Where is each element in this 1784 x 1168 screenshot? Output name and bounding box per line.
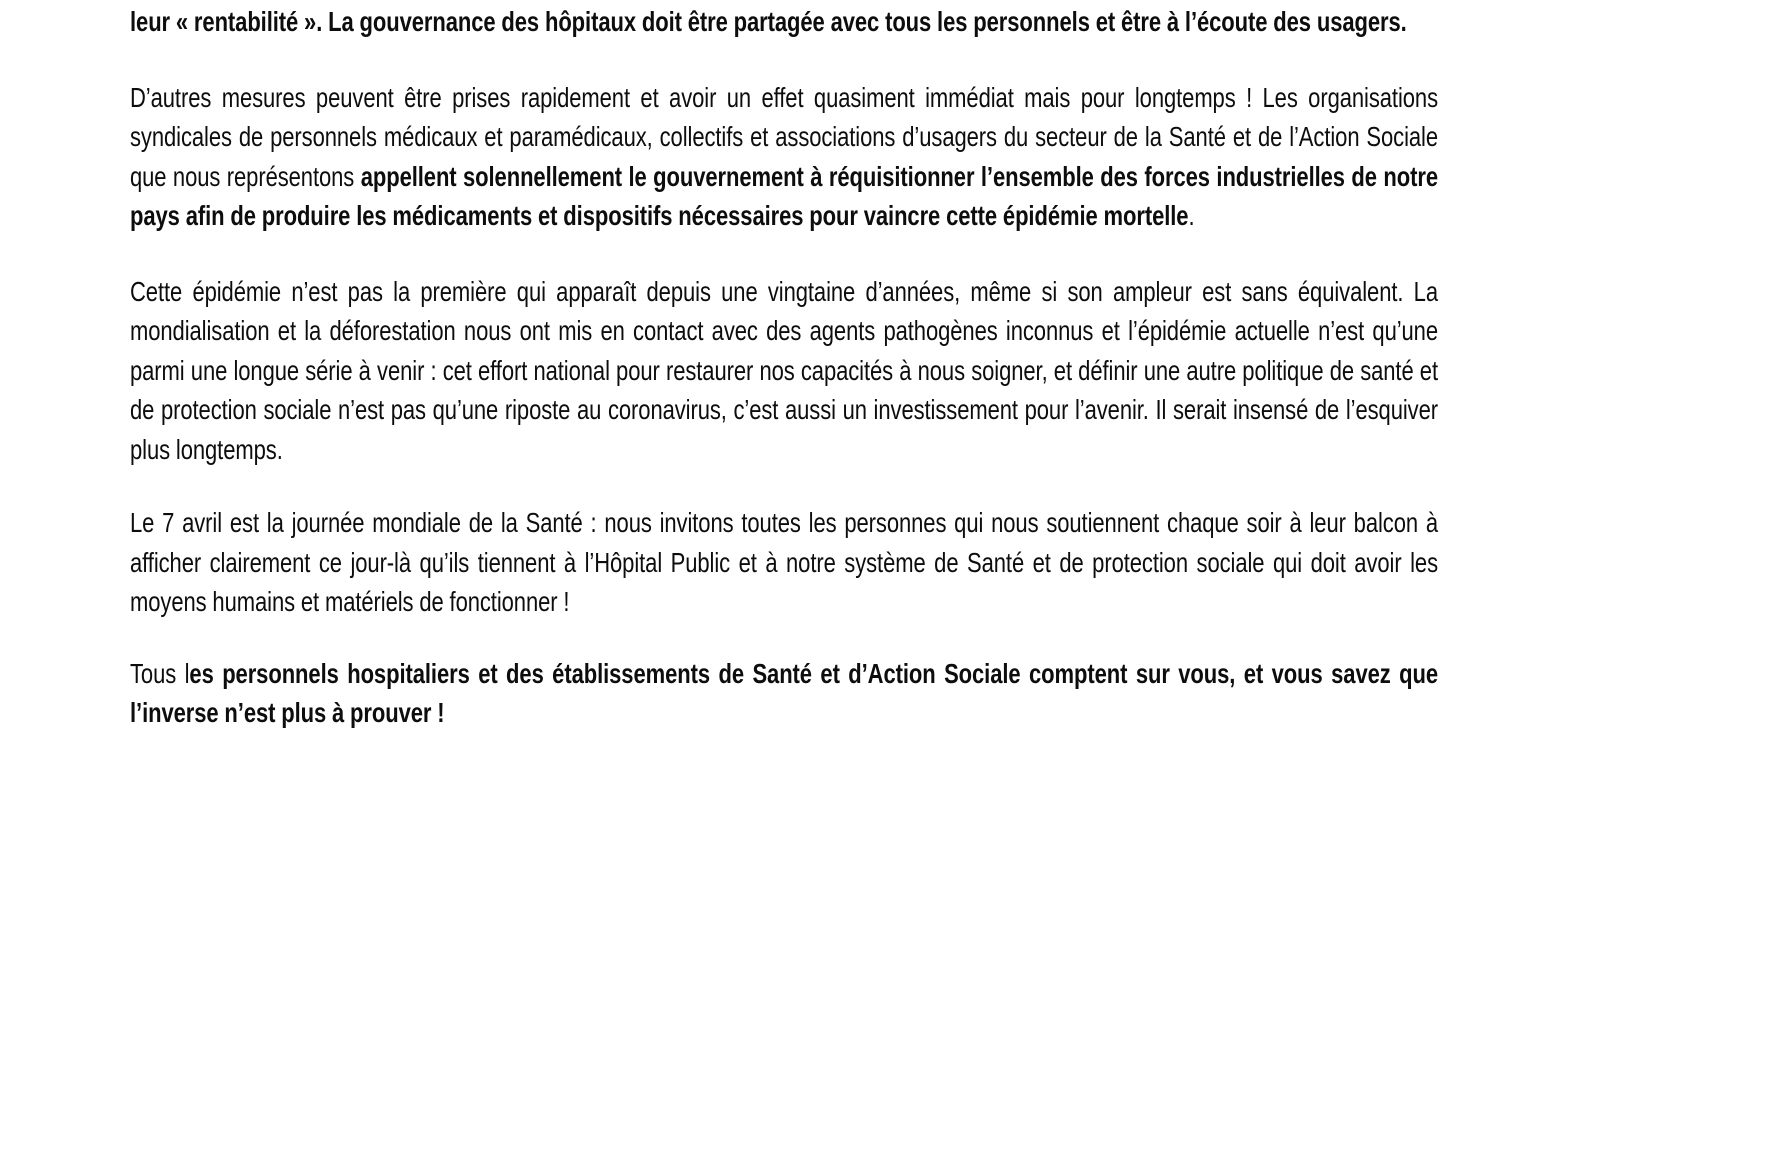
page-bottom-whitespace — [0, 800, 1784, 1168]
paragraph-other-measures-bold-demand: appellent solennellement le gouvernement à réquisitionner l’ensemble des forces industrielles de notre pays afin de produire les médicaments et dispositifs nécessaires pour vaincre cette épidémie mortelle — [130, 160, 1439, 231]
paragraph-other-measures-regular-lead: D’autres mesures peuvent être prises rapidement et avoir un effet quasiment immédiat mais pour longtemps ! Les organisations syndicales de personnels médicaux et paramédicaux, collectifs et associations d’usagers du secteur de la Santé et de l’Action Sociale que nous représentons — [130, 81, 1438, 192]
paragraph-closing-appeal-bold-tail: es personnels hospitaliers et des établissements de Santé et d’Action Sociale comptent sur vous, et vous savez que l’inverse n’est plus à prouver ! — [130, 657, 1439, 728]
paragraph-world-health-day: Le 7 avril est la journée mondiale de la Santé : nous invitons toutes les personnes qui nous soutiennent chaque soir à leur balcon à afficher clairement ce jour-là qu’ils tiennent à l’Hôpital Public et à notre système de Santé et de protection sociale qui doit avoir les moyens humains et matériels de fonctionner ! — [130, 507, 1438, 617]
document-text-body — [130, 2, 1438, 733]
paragraph-closing-appeal-regular-lead: Tous l — [130, 657, 190, 689]
paragraph-hospital-governance: leur « rentabilité ». La gouvernance des hôpitaux doit être partagée avec tous les personnels et être à l’écoute des usagers. — [130, 6, 1407, 37]
paragraph-other-measures — [130, 78, 1438, 236]
paragraph-closing-appeal — [130, 654, 1438, 733]
paragraph-other-measures-regular-end: . — [1188, 200, 1195, 231]
paragraph-epidemic-context: Cette épidémie n’est pas la première qui apparaît depuis une vingtaine d’années, même si son ampleur est sans équivalent. La mondialisation et la déforestation nous ont mis en contact avec des agents pathogènes inconnus et l’épidémie actuelle n’est qu’une parmi une longue série à venir : cet effort national pour restaurer nos capacités à nous soigner, et définir une autre politique de santé et de protection sociale n’est pas qu’une riposte au coronavirus, c’est aussi un investissement pour l’avenir. Il serait insensé de l’esquiver plus longtemps. — [130, 275, 1438, 465]
